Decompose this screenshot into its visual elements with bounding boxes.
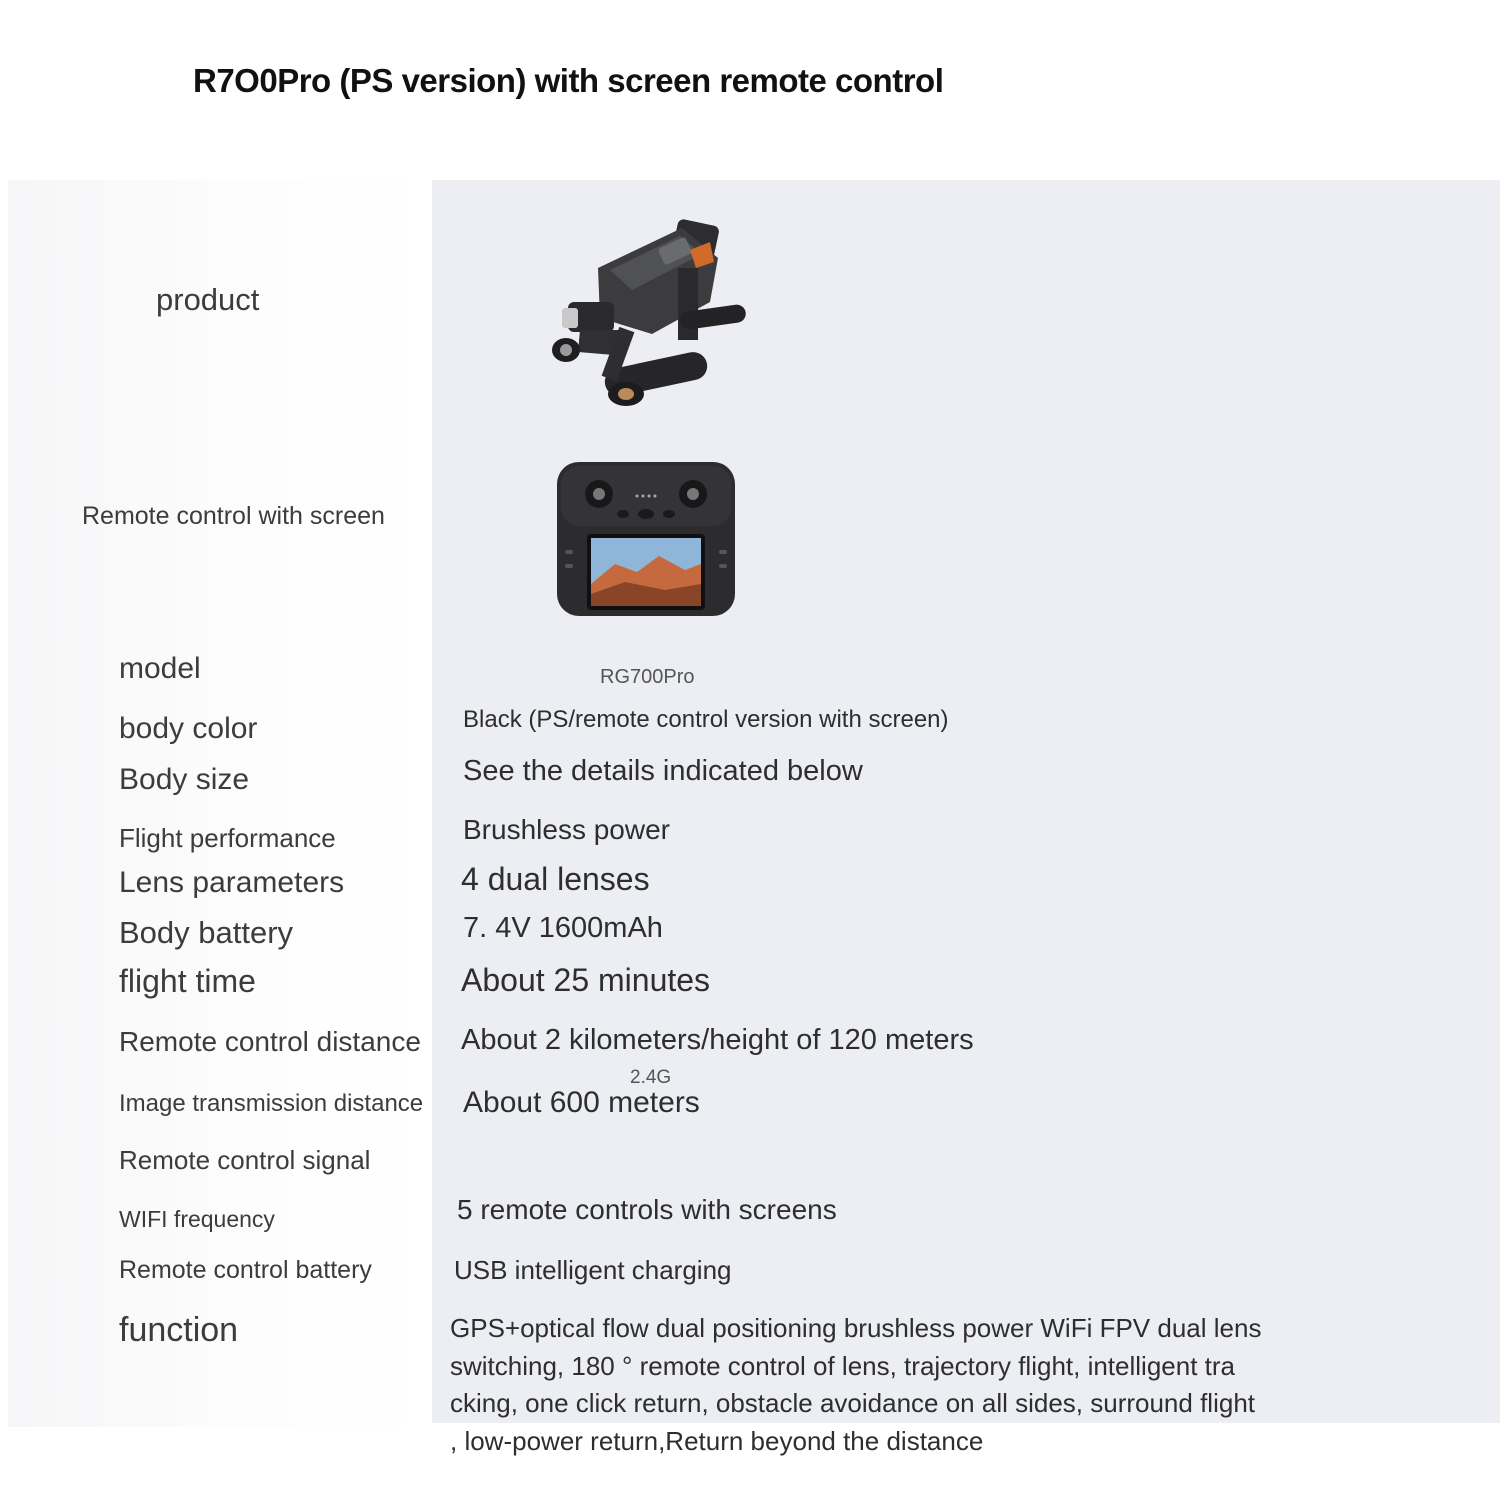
value-model: RG700Pro	[600, 666, 695, 688]
label-remote-distance: Remote control distance	[119, 1026, 421, 1057]
function-line: cking, one click return, obstacle avoidance on all sides, surround flight	[450, 1388, 1255, 1418]
label-model: model	[119, 652, 201, 685]
function-line: GPS+optical flow dual positioning brushless power WiFi FPV dual lens	[450, 1313, 1262, 1343]
value-flight-performance: Brushless power	[463, 814, 670, 845]
label-column	[8, 180, 432, 1427]
remote-control-photo	[555, 460, 737, 618]
label-product: product	[156, 282, 260, 317]
label-body-color: body color	[119, 712, 258, 745]
function-line: , low-power return,Return beyond the distance	[450, 1425, 984, 1456]
label-function: function	[119, 1311, 239, 1349]
value-remote-battery: USB intelligent charging	[454, 1255, 732, 1285]
label-body-battery: Body battery	[119, 915, 294, 950]
label-lens-parameters: Lens parameters	[119, 866, 345, 899]
label-remote-with-screen: Remote control with screen	[82, 502, 385, 530]
value-body-color: Black (PS/remote control version with screen)	[463, 706, 949, 733]
value-body-battery: 7. 4V 1600mAh	[463, 912, 663, 944]
value-remote-signal: 2.4G	[630, 1067, 672, 1088]
value-wifi-frequency: 5 remote controls with screens	[457, 1194, 837, 1225]
function-line: switching, 180 ° remote control of lens, trajectory flight, intelligent tra	[450, 1350, 1235, 1381]
value-body-size: See the details indicated below	[463, 755, 863, 787]
label-image-transmission: Image transmission distance	[119, 1090, 424, 1117]
value-flight-time: About 25 minutes	[461, 962, 711, 998]
drone-photo	[540, 210, 760, 415]
value-remote-distance: About 2 kilometers/height of 120 meters	[461, 1024, 974, 1056]
label-remote-signal: Remote control signal	[119, 1145, 371, 1175]
value-image-transmission: About 600 meters	[463, 1086, 700, 1119]
value-function	[450, 1310, 1300, 1460]
label-wifi-frequency: WIFI frequency	[119, 1206, 275, 1232]
label-flight-performance: Flight performance	[119, 823, 336, 853]
value-lens-parameters: 4 dual lenses	[461, 861, 650, 897]
label-flight-time: flight time	[119, 963, 256, 999]
label-remote-battery: Remote control battery	[119, 1256, 372, 1284]
page-title: R7O0Pro (PS version) with screen remote control	[193, 62, 944, 99]
label-body-size: Body size	[119, 763, 250, 796]
